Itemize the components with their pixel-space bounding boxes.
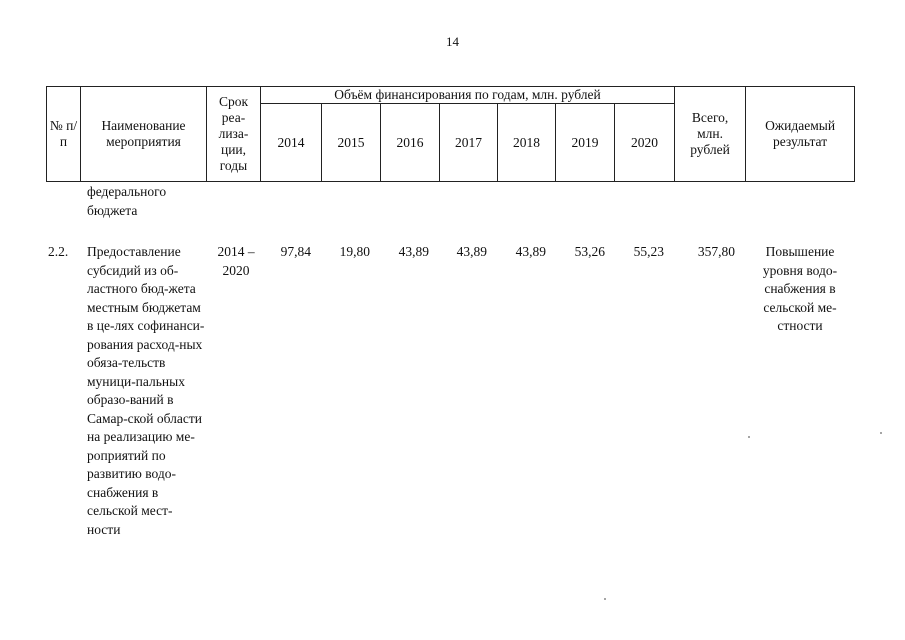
header-year: 2020	[615, 104, 675, 182]
row-value-2017: 43,89	[456, 244, 487, 259]
header-year: 2018	[498, 104, 556, 182]
header-term: Срок реа-лиза-ции, годы	[207, 87, 261, 182]
page-number: 14	[446, 34, 459, 49]
row-value-2016: 43,89	[398, 244, 429, 259]
row-term: 2014 – 2020	[217, 244, 255, 278]
continuation-text: федерального бюджета	[87, 184, 167, 218]
header-number: № п/п	[47, 87, 81, 182]
row-value-2018: 43,89	[515, 244, 546, 259]
header-year: 2016	[381, 104, 440, 182]
header-year: 2017	[440, 104, 498, 182]
row-value-2020: 55,23	[633, 244, 664, 259]
row-result: Повышение уровня водо-снабжения в сельской ме-стности	[762, 244, 838, 333]
header-funding: Объём финансирования по годам, млн. рублей	[261, 87, 675, 104]
row-value-2019: 53,26	[574, 244, 605, 259]
scan-speck	[604, 598, 606, 600]
header-result: Ожидаемый результат	[746, 87, 855, 182]
header-year: 2019	[556, 104, 615, 182]
header-name: Наименование мероприятия	[81, 87, 207, 182]
scan-speck	[748, 436, 750, 438]
row-total: 357,80	[697, 244, 735, 259]
header-year: 2015	[322, 104, 381, 182]
header-year: 2014	[261, 104, 322, 182]
table-header	[46, 86, 855, 182]
row-name: Предоставление субсидий из об-ластного бюд-жета местным бюджетам в це-лях софинанси-рования расход-ных обяза-тельств муници-пальных образо-ваний в Самар-ской области на реализацию ме-роприятий по развитию водо-снабжения в сельской мест-ности	[87, 244, 205, 537]
row-number: 2.2.	[48, 244, 69, 259]
row-value-2014: 97,84	[280, 244, 311, 259]
header-total: Всего, млн. рублей	[675, 87, 746, 182]
scan-speck	[880, 432, 882, 434]
row-value-2015: 19,80	[339, 244, 370, 259]
